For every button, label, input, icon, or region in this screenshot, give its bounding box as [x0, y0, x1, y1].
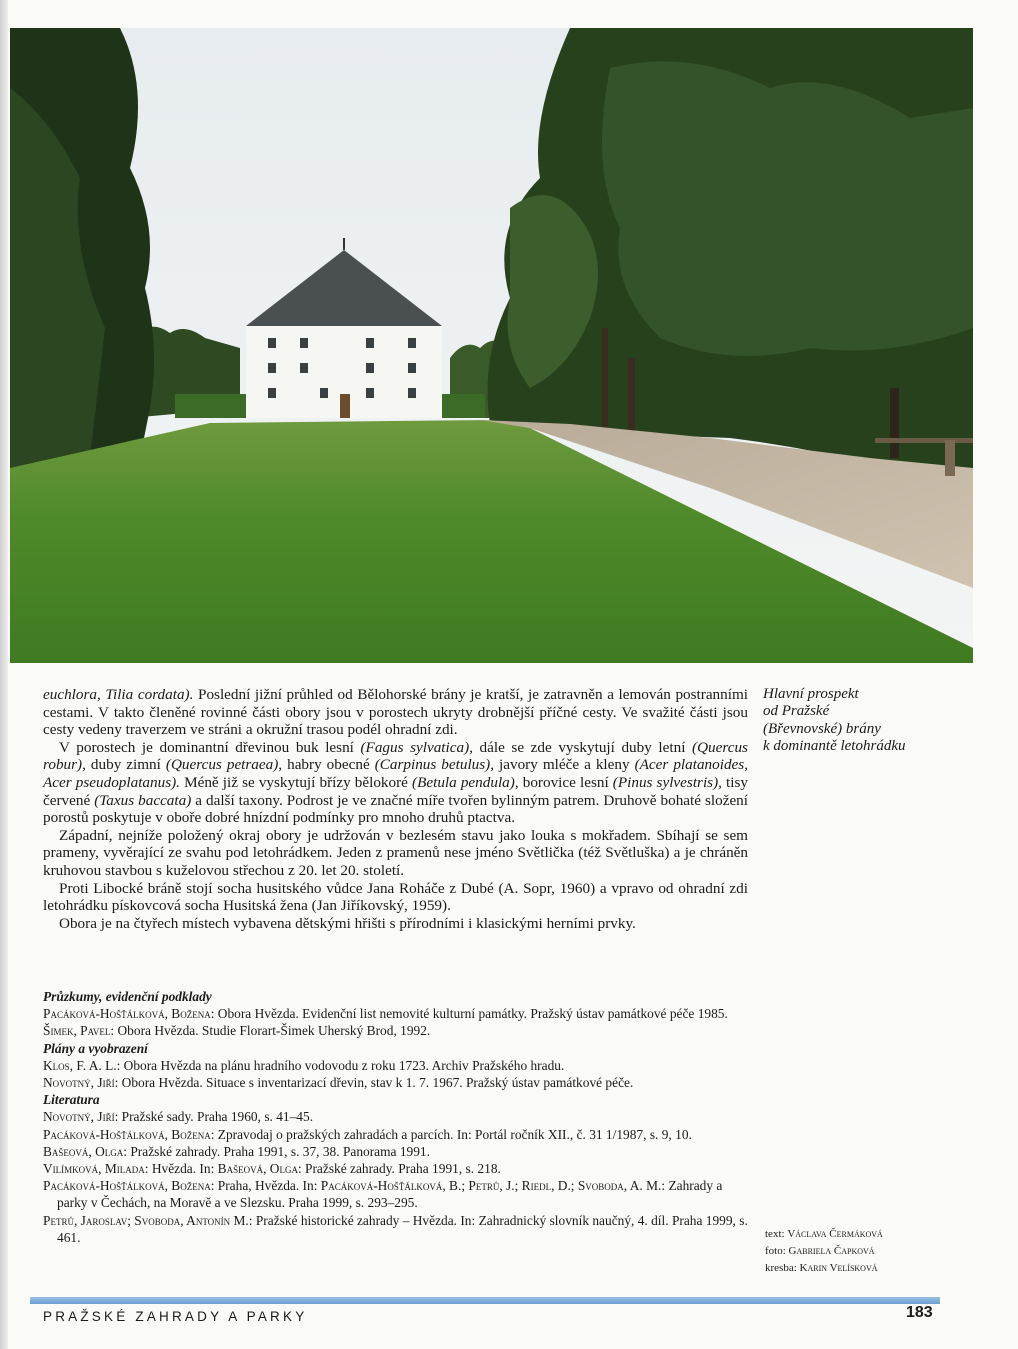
- credit-text: text: Václava Čermáková: [765, 1228, 883, 1240]
- paragraph-4: Proti Libocké bráně stojí socha husitského vůdce Jana Roháče z Dubé (A. Sopr, 1960) a vpravo od ohradní zdi letohrádku pískovcová socha Husitská žena (Jan Jiříkovský, 1959).: [43, 879, 748, 915]
- paragraph-1: euchlora, Tilia cordata). Poslední jižní průhled od Bělohorské brány je kratší, je zatravněn a lemován postranními cestami. V takto členěné rovinné části obory jsou v porostech ukryty drobnější příčné cesty. Ve svažité části jsou cesty vedeny traverzem ve stráni a okružní trasou podél ohradní zdi.: [43, 686, 748, 739]
- references: [43, 988, 748, 1246]
- reference-entry: Novotný, Jiří: Pražské sady. Praha 1960, s. 41–45.: [43, 1109, 314, 1125]
- reference-entry: Bašeová, Olga: Pražské zahrady. Praha 1991, s. 37, 38. Panorama 1991.: [43, 1143, 430, 1159]
- reference-entry: Pacáková-Hošťálková, Božena: Zpravodaj o pražských zahradách a parcích. In: Portál ročník XII., č. 31 1/1987, s. 9, 10.: [43, 1126, 692, 1142]
- page-edge-shadow: [0, 0, 8, 1349]
- reference-entry: Pacáková-Hošťálková, Božena: Praha, Hvězda. In: Pacáková-Hošťálková, B.; Petrů, J.; Riedl, D.; Svoboda, A. M.: Zahrady a parky v Čechách, na Moravě a ve Slezsku. Praha 1999, s. 293–295.: [43, 1178, 723, 1211]
- page-number: 183: [906, 1304, 933, 1321]
- running-footer-title: PRAŽSKÉ ZAHRADY A PARKY: [43, 1309, 308, 1324]
- paragraph-3: Západní, nejníže položený okraj obory je udržován v bezlesém stavu jako louka s mokřadem. Sbíhají se sem prameny, vyvěrající ze svahu pod letohrádkem. Jeden z pramenů nese jméno Světlička (též Světluška) a je chráněn kruhovou stavbou s kuželovou střechou z 20. let 20. století.: [43, 826, 748, 879]
- references-heading-plans: Plány a vyobrazení: [43, 1040, 148, 1056]
- reference-entry: Petrů, Jaroslav; Svoboda, Antonín M.: Pražské historické zahrady – Hvězda. In: Zahradnický slovník naučný, 4. díl. Praha 1999, s. 461.: [43, 1212, 748, 1245]
- photo-caption: Hlavní prospekt od Pražské (Břevnovské) brány k dominantě letohrádku: [763, 686, 906, 755]
- photo-summer-palace-star: [10, 28, 973, 663]
- fence: [875, 438, 973, 443]
- credit-drawing: kresba: Karin Velísková: [765, 1262, 878, 1274]
- footer-rule: [30, 1297, 940, 1304]
- references-heading-literature: Literatura: [43, 1092, 100, 1108]
- reference-entry: Vilímková, Milada: Hvězda. In: Bašeová, Olga: Pražské zahrady. Praha 1991, s. 218.: [43, 1161, 501, 1177]
- paragraph-2: V porostech je dominantní dřevinou buk lesní (Fagus sylvatica), dále se zde vyskytují duby letní (Quercus robur), duby zimní (Quercus petraea), habry obecné (Carpinus betulus), javory mléče a kleny (Acer platanoides, Acer pseudoplatanus). Méně již se vyskytují břízy bělokoré (Betula pendula), borovice lesní (Pinus sylvestris), tisy červené (Taxus baccata) a další taxony. Podrost je ve značné míře tvořen bylinným patrem. Druhově bohaté složení porostů poskytuje v oboře dobré hnízdní podmínky pro mnoho druhů ptactva.: [43, 738, 748, 827]
- reference-entry: Novotný, Jiří: Obora Hvězda. Situace s inventarizací dřevin, stav k 1. 7. 1967. Pražský ústav památkové péče.: [43, 1075, 634, 1091]
- references-heading-surveys: Průzkumy, evidenční podklady: [43, 989, 212, 1004]
- reference-entry: Šimek, Pavel: Obora Hvězda. Studie Florart-Šimek Uherský Brod, 1992.: [43, 1023, 431, 1039]
- credit-photo: foto: Gabriela Čapková: [765, 1245, 875, 1257]
- reference-entry: Pacáková-Hošťálková, Božena: Obora Hvězda. Evidenční list nemovité kulturní památky. Pražský ústav památkové péče 1985.: [43, 1006, 728, 1022]
- credits: [765, 1226, 965, 1277]
- reference-entry: Klos, F. A. L.: Obora Hvězda na plánu hradního vodovodu z roku 1723. Archiv Pražského hradu.: [43, 1057, 565, 1073]
- paragraph-5: Obora je na čtyřech místech vybavena dětskými hřišti s přírodními i klasickými herními prvky.: [59, 914, 636, 932]
- article-body: [43, 686, 748, 932]
